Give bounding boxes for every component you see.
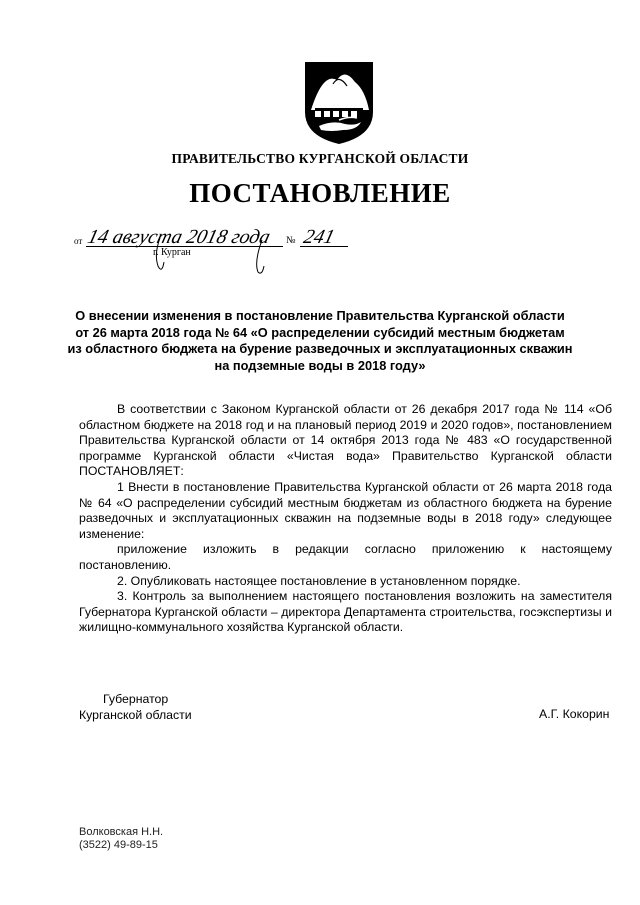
date-from-label: от	[74, 236, 83, 246]
subject-line: О внесении изменения в постановление Правительства Курганской области	[75, 308, 565, 323]
executor-contact	[79, 826, 163, 852]
body-paragraph-preamble: В соответствии с Законом Курганской области от 26 декабря 2017 года № 114 «Об областном бюджете на 2018 год и на плановый период 2019 и 2020 годов», постановлением Правительства Курганской области от 14 октября 2013 года № 483 «О государственной программе Курганской области «Чистая вода» Правительство Курганской области ПОСТАНОВЛЯЕТ:	[79, 402, 612, 479]
handwritten-date: 14 августа 2018 года	[85, 226, 273, 248]
government-name: ПРАВИТЕЛЬСТВО КУРГАНСКОЙ ОБЛАСТИ	[171, 151, 469, 166]
number-label: №	[286, 235, 296, 246]
signatory-name: А.Г. Кокорин	[539, 707, 610, 721]
document-type-title: ПОСТАНОВЛЕНИЕ	[189, 178, 451, 208]
subject-line: на подземные воды в 2018 году»	[214, 357, 426, 373]
signatory-title	[79, 691, 192, 723]
handwritten-number: 241	[301, 226, 337, 248]
body-paragraph-item-1: 1 Внести в постановление Правительства Курганской области от 26 марта 2018 года № 64 «О распределении субсидий местным бюджетам из областного бюджета на бурение разведочных и эксплуатационных скважин на подземные воды в 2018 году» следующее изменение:	[79, 479, 612, 541]
body-paragraph-amendment: приложение изложить в редакции согласно приложению к настоящему постановлению.	[79, 542, 612, 572]
subject-line: из областного бюджета на бурение разведочных и эксплуатационных скважин	[67, 341, 573, 356]
subject-line: от 26 марта 2018 года № 64 «О распределении субсидий местным бюджетам	[75, 324, 565, 340]
body-paragraph-item-2: 2. Опубликовать настоящее постановление в установленном порядке.	[117, 573, 521, 588]
body-paragraph-item-3: 3. Контроль за выполнением настоящего постановления возложить на заместителя Губернатора Курганской области – директора Департамента строительства, госэкспертизы и жилищно-коммунального хозяйства Курганской области.	[79, 589, 612, 635]
document-body	[79, 402, 612, 636]
executor-phone: (3522) 49-89-15	[79, 839, 158, 851]
document-subject	[60, 308, 580, 374]
city-label: г. Курган	[153, 247, 191, 258]
executor-name: Волковская Н.Н.	[79, 826, 164, 838]
signatory-title-line: Курганской области	[79, 708, 192, 722]
signatory-title-line: Губернатор	[103, 692, 169, 706]
kurgan-coat-of-arms-icon	[303, 60, 375, 146]
